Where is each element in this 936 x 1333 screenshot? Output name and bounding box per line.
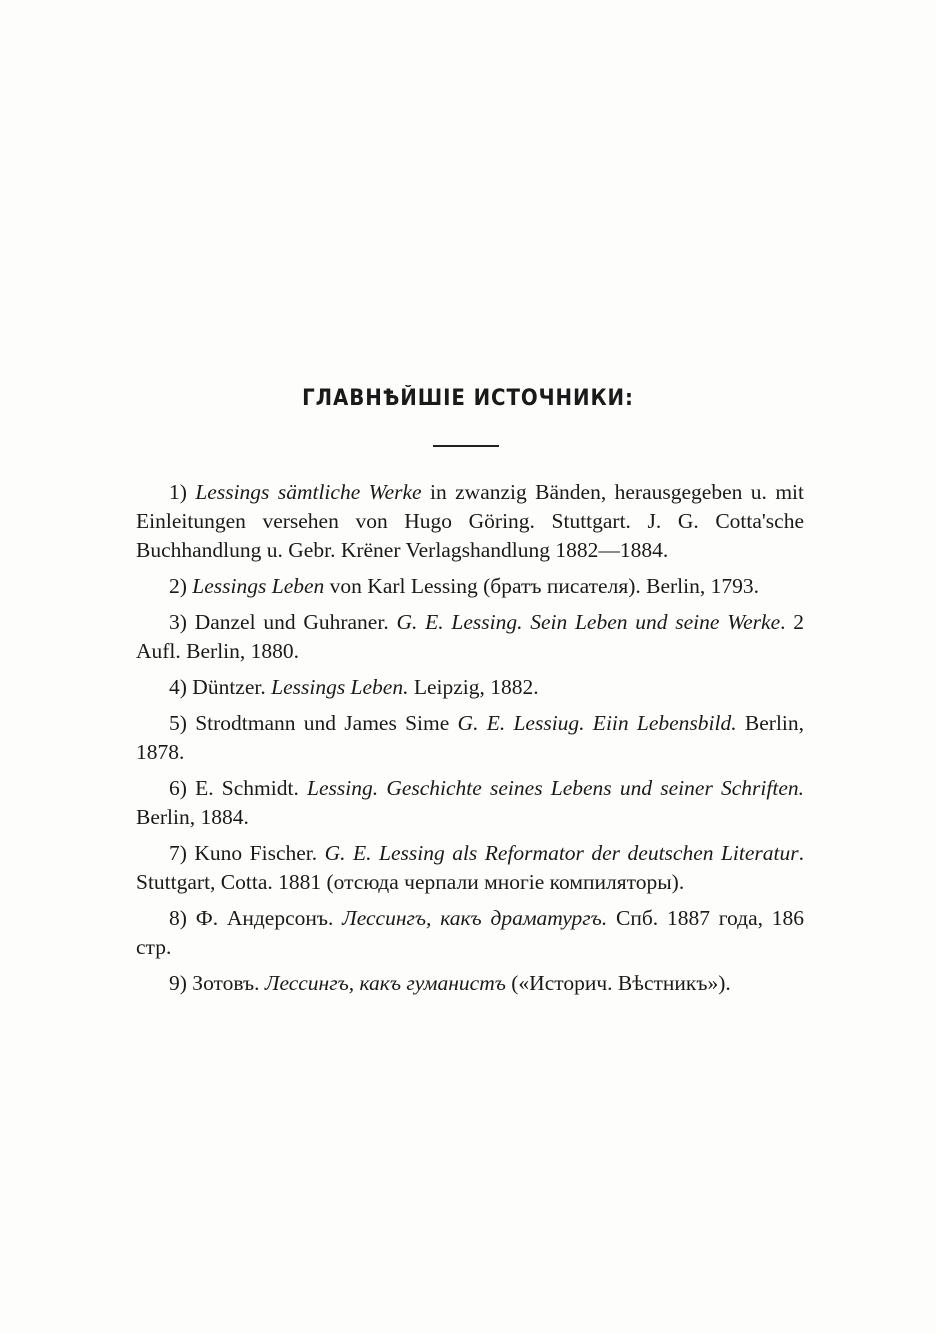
reference-title: Lessings Leben xyxy=(192,574,325,598)
page-title: ГЛАВНѢЙШІЕ ИСТОЧНИКИ: xyxy=(302,386,634,411)
title-divider xyxy=(433,445,499,447)
reference-item xyxy=(136,709,804,767)
reference-item xyxy=(136,839,804,897)
reference-author: Зотовъ. xyxy=(192,971,265,995)
reference-title: G. E. Lessing als Reformator der deutschen Literatur xyxy=(324,841,799,865)
reference-details: von Karl Lessing (братъ писателя). Berlin, 1793. xyxy=(324,574,759,598)
reference-details: Berlin, 1878. xyxy=(136,711,805,764)
reference-item xyxy=(136,608,804,666)
reference-item xyxy=(136,478,804,565)
reference-author: E. Schmidt. xyxy=(195,776,308,800)
reference-title: Лессингъ, какъ драматургъ. xyxy=(342,906,608,930)
reference-author: Danzel und Guhraner. xyxy=(194,610,397,634)
reference-author: Düntzer. xyxy=(192,675,272,699)
reference-number: 8) xyxy=(169,906,187,930)
reference-author: Ф. Андерсонъ. xyxy=(195,906,343,930)
reference-number: 5) xyxy=(169,711,187,735)
reference-number: 2) xyxy=(169,574,187,598)
reference-author: Strodtmann und James Sime xyxy=(195,711,458,735)
reference-author: Kuno Fischer. xyxy=(194,841,325,865)
reference-number: 7) xyxy=(169,841,187,865)
reference-number: 1) xyxy=(169,480,187,504)
reference-details: in zwanzig Bänden, herausgegeben u. mit Einleitungen versehen von Hugo Göring. Stuttgart. J. G. Cotta'sche Buchhandlung u. Gebr. Krëner Verlagshandlung 1882—1884. xyxy=(136,480,804,562)
reference-details: Berlin, 1884. xyxy=(136,805,249,829)
reference-item xyxy=(136,673,804,702)
reference-title: Lessings Leben. xyxy=(271,675,409,699)
reference-item xyxy=(136,774,804,832)
reference-details: («Историч. Вѣстникъ»). xyxy=(505,971,731,995)
reference-title: Lessing. Geschichte seines Lebens und seiner Schriften. xyxy=(307,776,804,800)
reference-title: Лессингъ, какъ гуманистъ xyxy=(264,971,506,995)
reference-number: 3) xyxy=(169,610,187,634)
reference-details: Leipzig, 1882. xyxy=(408,675,539,699)
reference-title: G. E. Lessing. Sein Leben und seine Werke xyxy=(396,610,781,634)
reference-number: 4) xyxy=(169,675,187,699)
reference-details: Спб. 1887 года, 186 стр. xyxy=(136,906,805,959)
reference-title: G. E. Lessiug. Eiin Lebensbild. xyxy=(457,711,737,735)
reference-details: . Stuttgart, Cotta. 1881 (отсюда черпали многіе компиляторы). xyxy=(136,841,805,894)
reference-title: Lessings sämtliche Werke xyxy=(195,480,422,504)
reference-number: 6) xyxy=(169,776,187,800)
reference-item xyxy=(136,572,804,601)
reference-number: 9) xyxy=(169,971,187,995)
reference-item xyxy=(136,969,804,998)
reference-item xyxy=(136,904,804,962)
references-list xyxy=(136,478,804,1005)
reference-details: . 2 Aufl. Berlin, 1880. xyxy=(136,610,805,663)
